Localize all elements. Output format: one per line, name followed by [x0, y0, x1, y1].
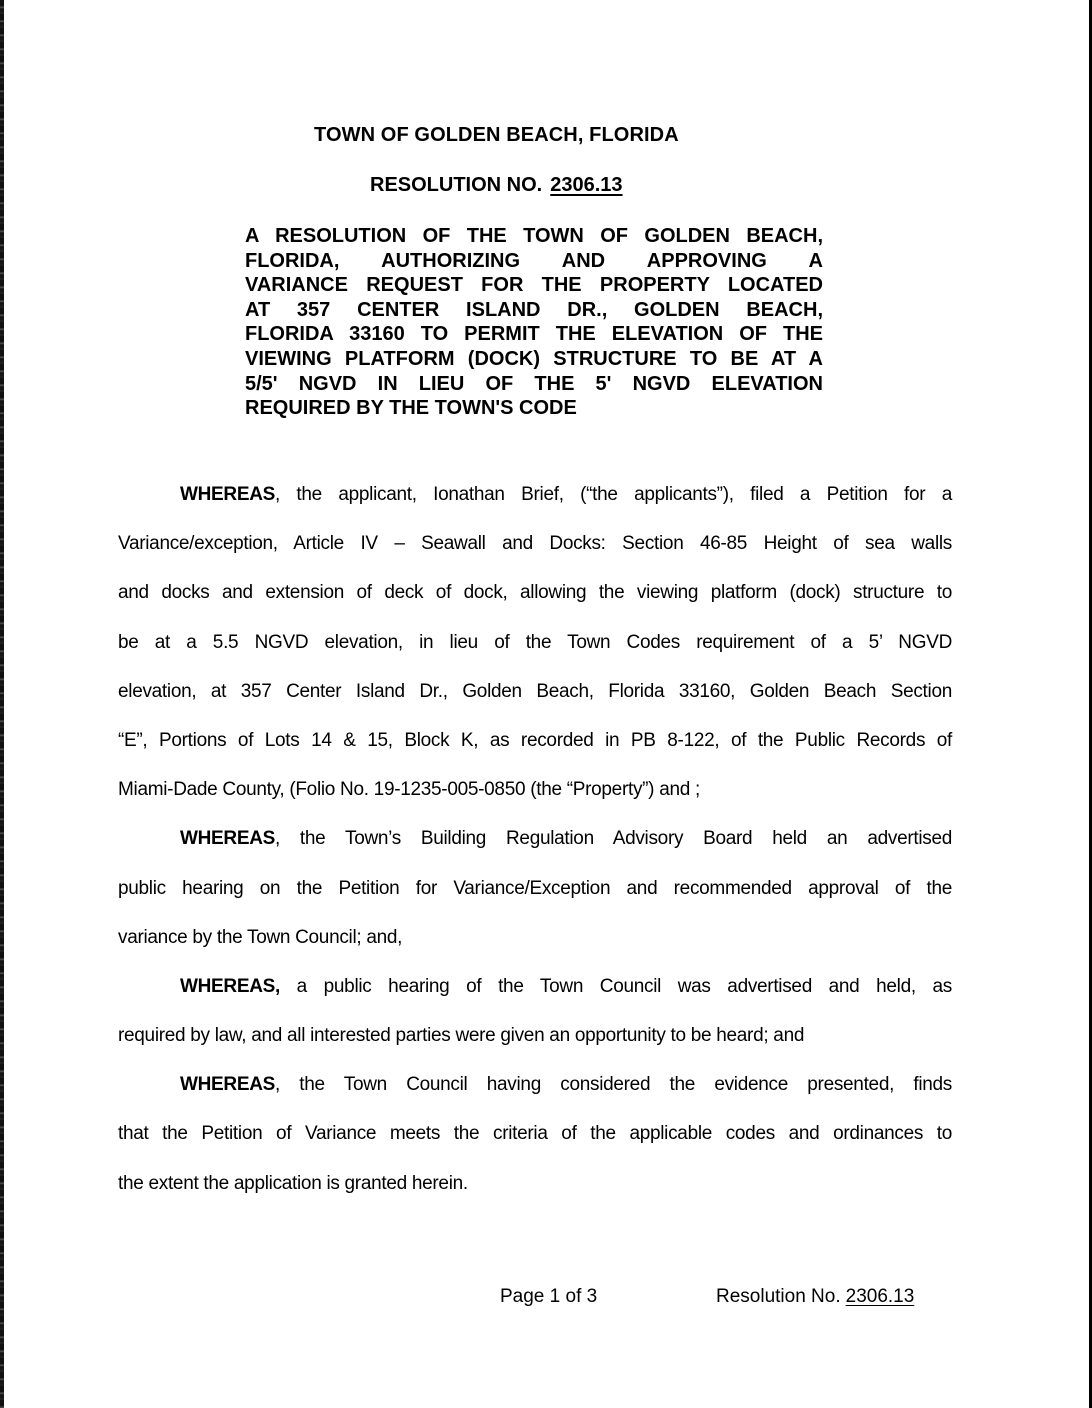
footer-resolution-number: 2306.13 — [845, 1286, 915, 1307]
caption-line: REQUIRED BY THE TOWN'S CODE — [245, 397, 577, 420]
page-number: Page 1 of 3 — [500, 1286, 598, 1307]
whereas-paragraph — [118, 814, 952, 962]
caption-line: VARIANCE REQUEST FOR THE PROPERTY LOCATED — [245, 274, 823, 297]
resolution-number-heading — [370, 174, 623, 197]
paragraph-line: be at a 5.5 NGVD elevation, in lieu of the Town Codes requirement of a 5’ NGVD — [118, 631, 952, 653]
caption-line: AT 357 CENTER ISLAND DR., GOLDEN BEACH, — [245, 298, 823, 321]
paragraph-line — [118, 814, 952, 863]
paragraph-line: variance by the Town Council; and, — [118, 926, 403, 948]
paragraph-line: public hearing on the Petition for Variance/Exception and recommended approval of the — [118, 877, 952, 899]
whereas-lead: WHEREAS — [180, 1074, 276, 1096]
whereas-paragraph — [118, 470, 952, 814]
document-title: TOWN OF GOLDEN BEACH, FLORIDA — [314, 124, 679, 146]
paragraph-line — [118, 1060, 952, 1109]
whereas-paragraph — [118, 962, 952, 1060]
paragraph-line — [118, 470, 952, 519]
whereas-lead: WHEREAS — [180, 828, 276, 850]
paragraph-line — [118, 962, 952, 1011]
whereas-paragraph — [118, 1060, 952, 1208]
paragraph-line: and docks and extension of deck of dock, allowing the viewing platform (dock) structure to — [118, 582, 952, 604]
caption-line: 5/5' NGVD IN LIEU OF THE 5' NGVD ELEVATION — [245, 372, 823, 395]
resolution-label: RESOLUTION NO. — [370, 174, 543, 196]
paragraph-line: Miami-Dade County, (Folio No. 19-1235-005-0850 (the “Property”) and ; — [118, 779, 700, 801]
paragraph-line: the extent the application is granted herein. — [118, 1172, 468, 1194]
paragraph-text: , the Town’s Building Regulation Advisory Board held an advertised — [275, 828, 952, 850]
paragraph-line: required by law, and all interested parties were given an opportunity to be heard; and — [118, 1025, 805, 1047]
paragraph-text: a public hearing of the Town Council was advertised and held, as — [280, 975, 952, 997]
caption-line: FLORIDA, AUTHORIZING AND APPROVING A — [245, 249, 823, 272]
footer-resolution — [716, 1286, 914, 1308]
resolution-number: 2306.13 — [550, 174, 623, 196]
document-body — [118, 470, 952, 1208]
footer-resolution-label: Resolution No. — [716, 1286, 841, 1307]
resolution-caption — [245, 224, 823, 421]
paragraph-line: elevation, at 357 Center Island Dr., Golden Beach, Florida 33160, Golden Beach Section — [118, 680, 952, 702]
caption-line: A RESOLUTION OF THE TOWN OF GOLDEN BEACH, — [245, 225, 823, 247]
paragraph-line: Variance/exception, Article IV – Seawall and Docks: Section 46-85 Height of sea walls — [118, 533, 952, 555]
scan-edge-left — [0, 0, 4, 1408]
paragraph-text: , the applicant, Ionathan Brief, (“the applicants”), filed a Petition for a — [275, 484, 952, 505]
paragraph-line: “E”, Portions of Lots 14 & 15, Block K, as recorded in PB 8-122, of the Public Records of — [118, 729, 952, 751]
paragraph-line: that the Petition of Variance meets the criteria of the applicable codes and ordinances to — [118, 1123, 952, 1145]
whereas-lead: WHEREAS, — [180, 975, 280, 997]
paragraph-text: , the Town Council having considered the evidence presented, finds — [275, 1074, 952, 1096]
caption-line: FLORIDA 33160 TO PERMIT THE ELEVATION OF THE — [245, 323, 823, 346]
whereas-lead: WHEREAS — [180, 484, 276, 505]
caption-line: VIEWING PLATFORM (DOCK) STRUCTURE TO BE AT A — [245, 347, 823, 370]
